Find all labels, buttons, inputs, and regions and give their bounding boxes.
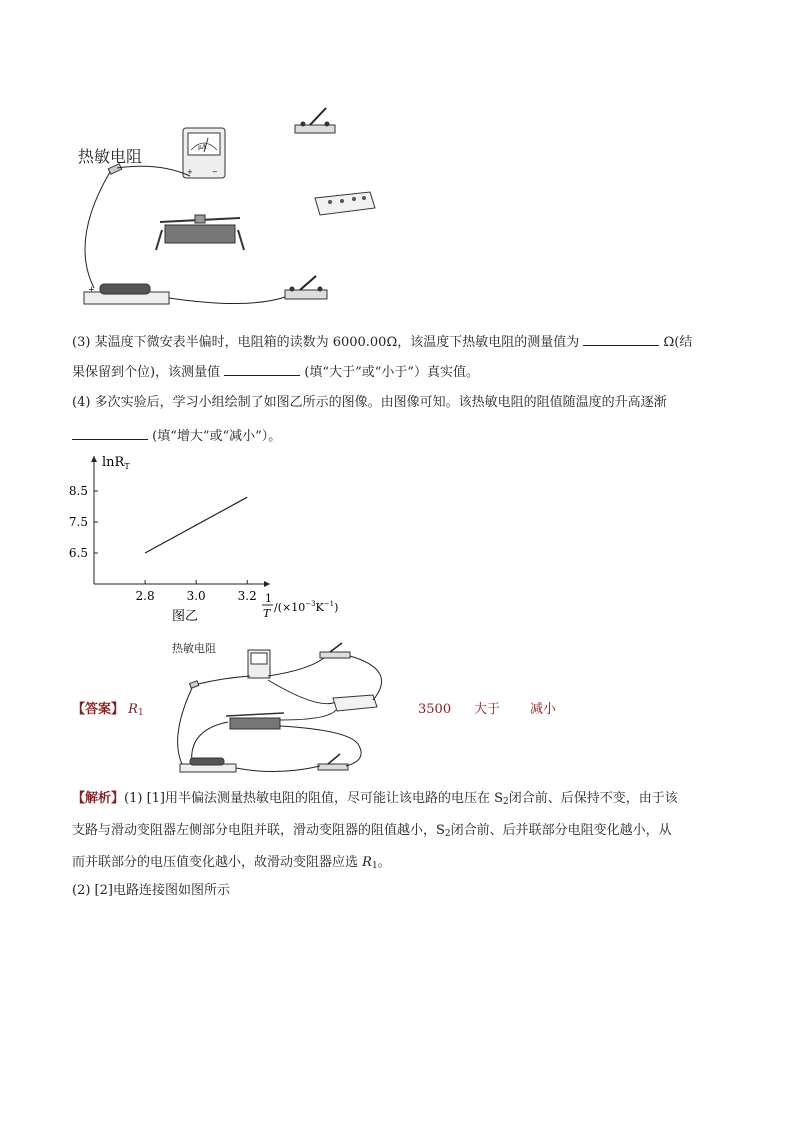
thermistor-label: 热敏电阻 [78, 147, 143, 166]
analysis-line-2: 支路与滑动变阻器左侧部分电阻并联，滑动变阻器的阻值越小，$S_2$闭合前、后并联部分电阻变化越小，从 [72, 823, 672, 839]
analysis-line-1: 【解析】(1) [1]用半偏法测量热敏电阻的阻值，尽可能让该电路的电压在 $S_2$闭合前、后保持不变，由于该 [72, 791, 678, 807]
answer-value-3: 减小 [530, 702, 557, 717]
svg-text:+: + [187, 168, 193, 176]
svg-text:/(×10−3K−1): $/(\times 10^{-3}K^{-1})$ [274, 600, 339, 614]
answer-blank[interactable] [224, 361, 300, 376]
x-tick-label: 3.0 [186, 589, 206, 603]
switch-icon [285, 276, 327, 299]
analysis-line-4: (2) [2]电路连接图如图所示 [72, 883, 230, 898]
analysis-line-3: 而并联部分的电压值变化越小，故滑动变阻器应选 $R_1$。 [72, 855, 391, 871]
resistance-box-icon [315, 192, 375, 215]
graph-yi [60, 450, 360, 630]
x-axis-label [262, 592, 338, 620]
question-4-line-1: (4) 多次实验后，学习小组绘制了如图乙所示的图像。由图像可知。该热敏电阻的阻值随温度的升高逐渐 [72, 395, 667, 410]
answer-circuit-figure [168, 640, 398, 780]
answer-blank[interactable] [583, 331, 659, 346]
svg-text:+: + [88, 285, 95, 294]
y-axis-label: lnR$_T$ [102, 455, 130, 471]
answer-circuit-drawing [168, 640, 398, 780]
y-tick-label: 8.5 [68, 484, 88, 498]
answer-line: 【答案】 $R_1$ [72, 702, 144, 718]
svg-text:T: T [263, 607, 271, 620]
apparatus-drawing [70, 100, 390, 315]
chart-caption: 图乙 [172, 609, 199, 624]
x-tick-label: 3.2 [237, 589, 257, 603]
answer-label: 【答案】 [72, 702, 125, 717]
rheostat-icon [156, 215, 244, 250]
analysis-label: 【解析】 [72, 791, 125, 806]
x-tick-label: 2.8 [135, 589, 155, 603]
question-4-line-2: (填“增大”或“减小”）。 [72, 425, 281, 447]
switch-icon [295, 108, 335, 133]
question-3-line-1: (3) 某温度下微安表半偏时，电阻箱的读数为 6000.00Ω，该温度下热敏电阻的测量值为 Ω(结 [72, 331, 692, 353]
series-line [145, 497, 247, 553]
answer-value-2: 大于 [474, 702, 501, 717]
svg-text:1: 1 [265, 592, 272, 605]
answer-value-1: 3500 [418, 702, 452, 717]
answer-blank[interactable] [72, 425, 148, 440]
microammeter-icon [183, 128, 225, 178]
svg-text:−: − [212, 168, 218, 176]
question-3-line-2: 果保留到个位)，该测量值 (填“大于”或“小于”）真实值。 [72, 361, 479, 383]
battery-icon [84, 284, 169, 304]
svg-text:μA: μA [198, 144, 207, 151]
y-tick-label: 7.5 [68, 515, 88, 529]
y-tick-label: 6.5 [68, 546, 88, 560]
apparatus-figure [70, 100, 390, 315]
thermistor-label: 热敏电阻 [172, 642, 216, 655]
